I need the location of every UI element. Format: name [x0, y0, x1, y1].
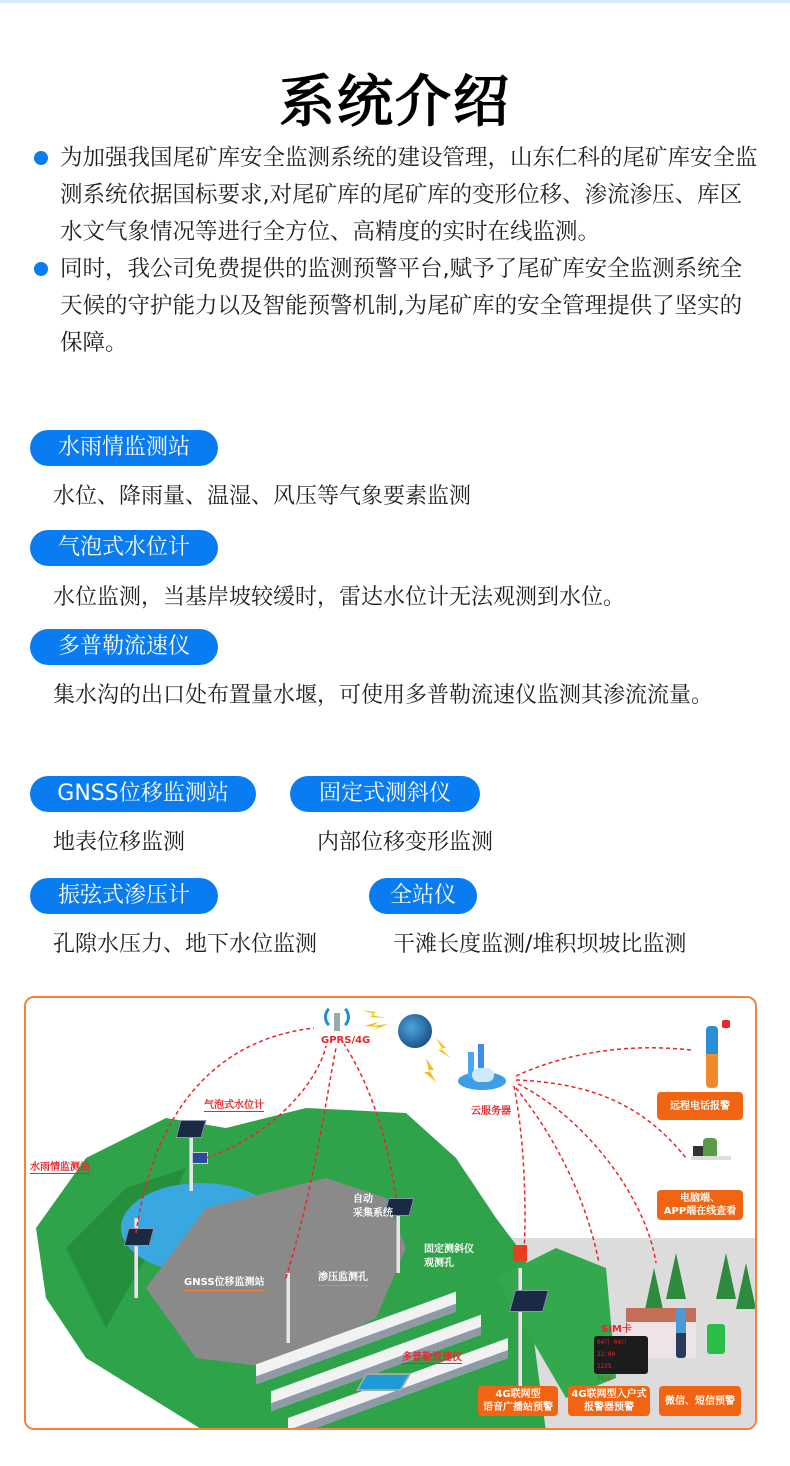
intro-text: 同时，我公司免费提供的监测预警平台,赋予了尾矿库安全监测系统全天候的守护能力以及智能预警机制,为尾矿库的安全管理提供了坚实的保障。	[60, 256, 743, 356]
feature-tag-rain-station: 水雨情监测站	[30, 430, 218, 466]
alert-box-pc-app	[657, 1190, 743, 1220]
intro-text: 为加强我国尾矿库安全监测系统的建设管理，山东仁科的尾矿库安全监测系统依据国标要求,对尾矿库的尾矿库的变形位移、渗流渗压、库区水文气象情况等进行全方位、高精度的实时在线监测。	[60, 145, 758, 245]
label-line: 固定测斜仪	[424, 1244, 474, 1255]
page-title: 系统介绍	[279, 70, 511, 135]
alert-line: 报警器预警	[584, 1402, 634, 1413]
system-diagram	[24, 996, 757, 1430]
label-bubble-gauge: 气泡式水位计	[204, 1096, 264, 1112]
intro-list	[34, 140, 764, 362]
top-accent-bar	[0, 0, 790, 3]
label-doppler: 多普勒流速仪	[402, 1348, 462, 1364]
feature-desc-total-station: 干滩长度监测/堆积坝坡比监测	[393, 932, 687, 957]
display-row: 2225	[597, 1363, 612, 1370]
feature-desc-piezometer: 孔隙水压力、地下水位监测	[53, 932, 318, 957]
alert-box-indoor	[568, 1386, 650, 1416]
feature-tag-total-station: 全站仪	[369, 878, 477, 914]
alert-line: 电脑端、	[680, 1193, 720, 1204]
label-sim-card: SIM卡	[601, 1324, 632, 1335]
alert-box-phone: 远程电话报警	[657, 1092, 743, 1120]
feature-desc-bubble-gauge: 水位监测，当基岸坡较缓时，雷达水位计无法观测到水位。	[53, 585, 626, 610]
label-inclinometer	[424, 1243, 474, 1271]
intro-item	[34, 140, 764, 251]
feature-desc-doppler: 集水沟的出口处布置量水堰，可使用多普勒流速仪监测其渗流流量。	[53, 683, 714, 708]
label-line: 观测孔	[424, 1258, 454, 1269]
feature-desc-gnss: 地表位移监测	[53, 830, 186, 855]
alert-box-wechat-sms: 微信、短信预警	[659, 1386, 741, 1416]
label-rain-station: 水雨情监测站	[30, 1158, 90, 1174]
alert-line: 语音广播站预警	[483, 1402, 553, 1413]
bullet-dot-icon	[34, 262, 48, 276]
alert-line: 4G联网型入户式	[571, 1389, 647, 1400]
label-piezometer-hole: 渗压监测孔	[318, 1271, 368, 1286]
feature-tag-bubble-gauge: 气泡式水位计	[30, 530, 218, 566]
bullet-dot-icon	[34, 151, 48, 165]
feature-tag-gnss: GNSS位移监测站	[30, 776, 256, 812]
intro-item	[34, 251, 764, 362]
alert-line: APP端在线查看	[663, 1206, 737, 1217]
label-line: 自动	[353, 1194, 373, 1205]
feature-desc-rain-station: 水位、降雨量、温湿、风压等气象要素监测	[53, 484, 472, 509]
feature-tag-piezometer: 振弦式渗压计	[30, 878, 218, 914]
alert-box-broadcast	[478, 1386, 558, 1416]
alert-line: 4G联网型	[495, 1389, 541, 1400]
display-row: 04月 04日 22:00	[597, 1339, 628, 1358]
display-row: 0025	[597, 1375, 612, 1382]
label-auto-collect	[353, 1193, 393, 1221]
label-gnss-station: GNSS位移监测站	[184, 1276, 265, 1291]
label-line: 采集系统	[353, 1208, 393, 1219]
feature-desc-inclinometer: 内部位移变形监测	[317, 830, 494, 855]
label-gprs: GPRS/4G	[321, 1035, 371, 1046]
feature-tag-doppler: 多普勒流速仪	[30, 629, 218, 665]
label-cloud-server: 云服务器	[471, 1106, 511, 1117]
feature-tag-inclinometer: 固定式测斜仪	[290, 776, 480, 812]
